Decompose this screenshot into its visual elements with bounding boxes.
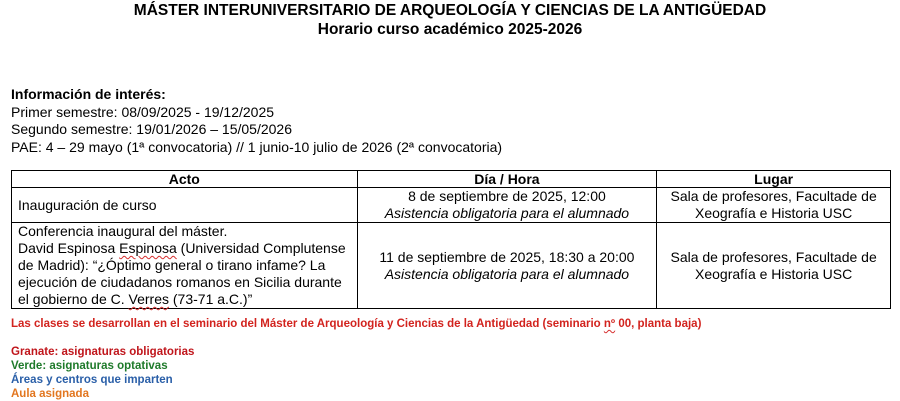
column-header-dia-hora: Día / Hora bbox=[357, 171, 657, 188]
speaker-name: David Espinosa bbox=[18, 240, 120, 256]
classroom-note-text: Las clases se desarrollan en el seminario del Máster de Arqueología y Ciencias de la Antigüedad (seminario bbox=[11, 318, 604, 330]
event-datetime: 8 de septiembre de 2025, 12:00 bbox=[408, 188, 606, 204]
cell-lugar: Sala de profesores, Facultade de Xeografía e Historia USC bbox=[657, 223, 891, 309]
conference-description bbox=[18, 240, 351, 308]
color-legend bbox=[11, 345, 194, 401]
classroom-note-number-abbr: nº bbox=[603, 318, 616, 330]
conference-text: (Universidad Complutense de Madrid): “¿Óptimo general o tirano infame? La ejecución de ciudadanos romanos en Sicilia durante el gobierno de C. bbox=[18, 240, 346, 307]
info-line-second-semester: Segundo semestre: 19/01/2026 – 15/05/2026 bbox=[11, 121, 292, 137]
speaker-surname: Espinosa bbox=[119, 240, 177, 256]
classroom-note-text-end: 00, planta baja) bbox=[615, 318, 702, 330]
column-header-acto: Acto bbox=[12, 171, 358, 188]
page-title: MÁSTER INTERUNIVERSITARIO DE ARQUEOLOGÍA Y CIENCIAS DE LA ANTIGÜEDAD bbox=[133, 2, 767, 19]
attendance-note: Asistencia obligatoria para el alumnado bbox=[384, 265, 630, 282]
table-header-row bbox=[12, 171, 891, 188]
cell-acto: Inauguración de curso bbox=[12, 188, 358, 223]
classroom-note bbox=[11, 318, 701, 330]
table-row bbox=[12, 188, 891, 223]
legend-item-optional: Verde: asignaturas optativas bbox=[11, 360, 168, 372]
legend-item-areas: Áreas y centros que imparten bbox=[11, 374, 173, 386]
info-line-first-semester: Primer semestre: 08/09/2025 - 19/12/2025 bbox=[11, 103, 275, 120]
column-header-lugar: Lugar bbox=[657, 171, 891, 188]
info-line-pae: PAE: 4 – 29 mayo (1ª convocatoria) // 1 junio-10 julio de 2026 (2ª convocatoria) bbox=[11, 138, 503, 155]
schedule-table bbox=[11, 170, 891, 309]
cell-acto bbox=[12, 223, 358, 309]
cell-dia-hora bbox=[357, 223, 657, 309]
table-row bbox=[12, 223, 891, 309]
conference-name-verres: Verres bbox=[128, 291, 169, 307]
cell-dia-hora bbox=[357, 188, 657, 223]
info-block bbox=[11, 86, 502, 156]
page-subtitle: Horario curso académico 2025-2026 bbox=[317, 21, 583, 38]
conference-title: Conferencia inaugural del máster. bbox=[18, 223, 228, 239]
conference-text-end: (73-71 a.C.)” bbox=[169, 291, 253, 307]
cell-lugar: Sala de profesores, Facultade de Xeografía e Historia USC bbox=[657, 188, 891, 223]
attendance-note: Asistencia obligatoria para el alumnado bbox=[384, 205, 630, 221]
event-datetime: 11 de septiembre de 2025, 18:30 a 20:00 bbox=[379, 248, 635, 265]
legend-item-mandatory: Granate: asignaturas obligatorias bbox=[11, 346, 195, 358]
info-heading: Información de interés: bbox=[11, 86, 166, 102]
legend-item-classroom: Aula asignada bbox=[11, 388, 89, 400]
